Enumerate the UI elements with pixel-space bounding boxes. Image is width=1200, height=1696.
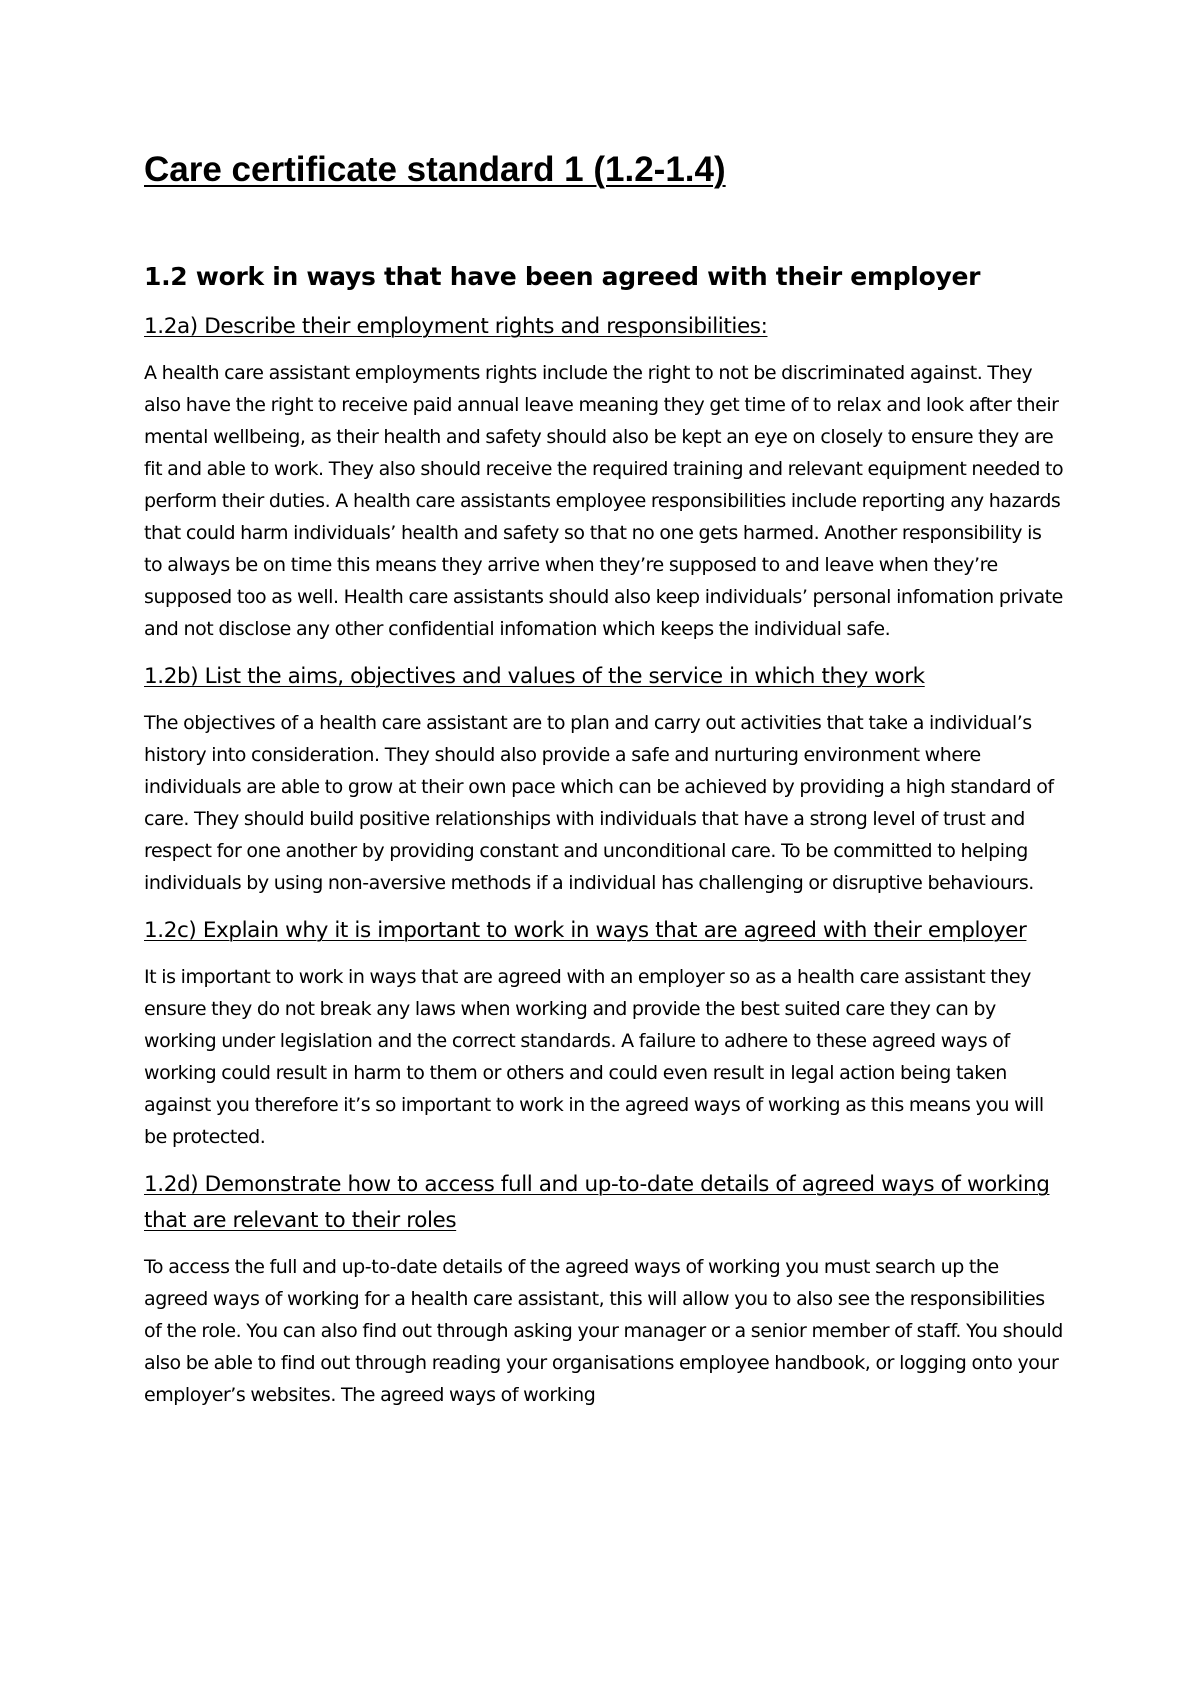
document-body <box>144 259 1064 1425</box>
section-heading: 1.2 work in ways that have been agreed with their employer <box>144 262 981 291</box>
subsection-body-1-2d: To access the full and up-to-date details of the agreed ways of working you must search up the agreed ways of working for a health care assistant, this will allow you to also see the responsibilities of the role. You can also find out through asking your manager or a senior member of staff. You should also be able to find out through reading your organisations employee handbook, or logging onto your employer’s websites. The agreed ways of working <box>144 1256 1063 1406</box>
subsection-heading-1-2a: 1.2a) Describe their employment rights and responsibilities: <box>144 314 768 339</box>
subsection-heading-1-2d: 1.2d) Demonstrate how to access full and up-to-date details of agreed ways of working that are relevant to their roles <box>144 1172 1050 1233</box>
subsection-heading-1-2b: 1.2b) List the aims, objectives and values of the service in which they work <box>144 664 925 689</box>
subsection-heading-1-2c: 1.2c) Explain why it is important to work in ways that are agreed with their employer <box>144 918 1027 943</box>
subsection-body-1-2a: A health care assistant employments rights include the right to not be discriminated against. They also have the right to receive paid annual leave meaning they get time of to relax and look after their mental wellbeing, as their health and safety should also be kept an eye on closely to ensure they are fit and able to work. They also should receive the required training and relevant equipment needed to perform their duties. A health care assistants employee responsibilities include reporting any hazards that could harm individuals’ health and safety so that no one gets harmed. Another responsibility is to always be on time this means they arrive when they’re supposed to and leave when they’re supposed too as well. Health care assistants should also keep individuals’ personal infomation private and not disclose any other confidential infomation which keeps the individual safe. <box>144 362 1064 640</box>
subsection-body-1-2c: It is important to work in ways that are agreed with an employer so as a health care assistant they ensure they do not break any laws when working and provide the best suited care they can by working under legislation and the correct standards. A failure to adhere to these agreed ways of working could result in harm to them or others and could even result in legal action being taken against you therefore it’s so important to work in the agreed ways of working as this means you will be protected. <box>144 966 1044 1148</box>
document-page <box>144 0 1064 1696</box>
subsection-body-1-2b: The objectives of a health care assistant are to plan and carry out activities that take a individual’s history into consideration. They should also provide a safe and nurturing environment where individuals are able to grow at their own pace which can be achieved by providing a high standard of care. They should build positive relationships with individuals that have a strong level of trust and respect for one another by providing constant and unconditional care. To be committed to helping individuals by using non-aversive methods if a individual has challenging or disruptive behaviours. <box>144 712 1054 894</box>
document-title: Care certificate standard 1 (1.2-1.4) <box>144 150 726 189</box>
